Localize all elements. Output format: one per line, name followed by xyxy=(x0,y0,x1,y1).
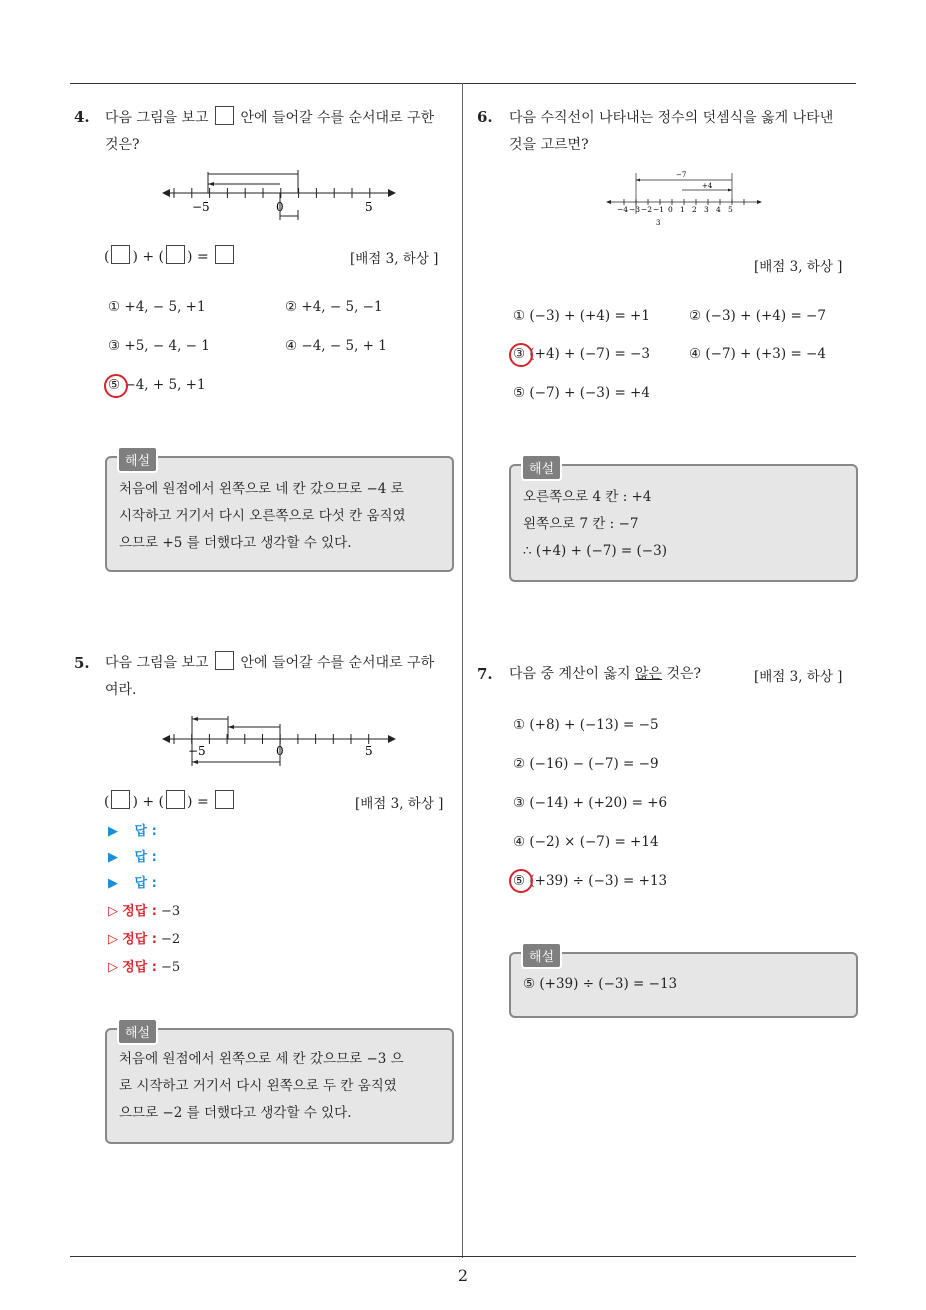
tick-label: 5 xyxy=(728,205,733,214)
explanation-tab: 해설 xyxy=(521,942,562,969)
question-4-number: 4. xyxy=(74,108,90,126)
q4-choice-1[interactable]: ① +4, − 5, +1 xyxy=(108,299,206,315)
answer-row-1[interactable]: ▶ 답 : xyxy=(108,824,157,839)
answer-row-3[interactable]: ▶ 답 : xyxy=(108,876,157,891)
q6-choice-3[interactable]: ③ (+4) + (−7) = −3 xyxy=(513,346,650,362)
q6-explanation-box xyxy=(509,464,858,582)
q5-formula: ( ) + ( ) = xyxy=(104,790,236,810)
q4-score: [배점 3, 하상 ] xyxy=(350,251,439,267)
q7-choice-4[interactable]: ④ (−2) × (−7) = +14 xyxy=(513,834,659,850)
q5-number-line xyxy=(160,712,400,770)
svg-text:+4: +4 xyxy=(702,182,713,190)
correct-answer-3: ▷ 정답 : −5 xyxy=(108,960,181,975)
blank-box xyxy=(215,651,234,670)
tick-label: 3 xyxy=(704,205,709,214)
column-divider xyxy=(462,83,463,1258)
tick-label: −2 xyxy=(641,205,653,214)
q4-choice-3[interactable]: ③ +5, − 4, − 1 xyxy=(108,338,210,354)
question-4-text: 다음 그림을 보고 안에 들어갈 수를 순서대로 구한 것은? xyxy=(105,105,434,159)
tick-label: 1 xyxy=(680,205,685,214)
explanation-tab: 해설 xyxy=(521,454,562,481)
triangle-outline-icon: ▷ xyxy=(108,932,118,947)
answer-circle xyxy=(509,869,533,893)
explanation-tab: 해설 xyxy=(117,1018,158,1045)
explanation-text: ⑤ (+39) ÷ (−3) = −13 xyxy=(523,976,678,992)
tick-label: −5 xyxy=(188,744,206,758)
q4-choice-2[interactable]: ② +4, − 5, −1 xyxy=(285,299,383,315)
tick-label: 5 xyxy=(365,200,373,214)
tick-label: −4 xyxy=(617,205,629,214)
footer-rule xyxy=(70,1256,856,1257)
q7-choice-1[interactable]: ① (+8) + (−13) = −5 xyxy=(513,717,659,733)
q6-number-line xyxy=(604,168,764,230)
correct-answer-1: ▷ 정답 : −3 xyxy=(108,904,181,919)
answer-circle xyxy=(509,343,533,367)
tick-label: 0 xyxy=(668,205,673,214)
triangle-outline-icon: ▷ xyxy=(108,904,118,919)
q7-choice-2[interactable]: ② (−16) − (−7) = −9 xyxy=(513,756,659,772)
question-7-number: 7. xyxy=(477,665,493,683)
q7-choice-3[interactable]: ③ (−14) + (+20) = +6 xyxy=(513,795,668,811)
question-5-text: 다음 그림을 보고 안에 들어갈 수를 순서대로 구하 여라. xyxy=(105,650,434,704)
explanation-text: 처음에 원점에서 왼쪽으로 세 칸 갔으므로 −3 으 로 시작하고 거기서 다시 왼쪽으로 두 칸 움직였 으므로 −2 를 더했다고 생각할 수 있다. xyxy=(119,1051,404,1121)
question-7-text: 다음 중 계산이 옳지 않은 것은? xyxy=(509,666,702,682)
play-icon: ▶ xyxy=(108,850,118,865)
q6-choice-2[interactable]: ② (−3) + (+4) = −7 xyxy=(689,308,826,324)
question-6-text: 다음 수직선이 나타내는 정수의 덧셈식을 옳게 나타낸 것을 고르면? xyxy=(509,110,834,153)
question-6-number: 6. xyxy=(477,108,493,126)
play-icon: ▶ xyxy=(108,824,118,839)
explanation-tab: 해설 xyxy=(117,446,158,473)
tick-label: 0 xyxy=(276,200,284,214)
q6-score: [배점 3, 하상 ] xyxy=(754,259,843,275)
tick-label: −1 xyxy=(653,205,665,214)
play-icon: ▶ xyxy=(108,876,118,891)
q4-number-line xyxy=(160,166,400,228)
q7-score: [배점 3, 하상 ] xyxy=(754,669,843,685)
tick-label: 4 xyxy=(716,205,721,214)
blank-box xyxy=(215,106,234,125)
answer-row-2[interactable]: ▶ 답 : xyxy=(108,850,157,865)
q6-choice-5[interactable]: ⑤ (−7) + (−3) = +4 xyxy=(513,385,650,401)
question-5-number: 5. xyxy=(74,654,90,672)
q4-choice-4[interactable]: ④ −4, − 5, + 1 xyxy=(285,338,387,354)
triangle-outline-icon: ▷ xyxy=(108,960,118,975)
tick-label: 5 xyxy=(365,744,373,758)
explanation-text: 처음에 원점에서 왼쪽으로 네 칸 갔으므로 −4 로 시작하고 거기서 다시 오른쪽으로 다섯 칸 움직였 으므로 +5 를 더했다고 생각할 수 있다. xyxy=(119,481,406,551)
page-number: 2 xyxy=(457,1266,469,1285)
svg-text:3: 3 xyxy=(656,219,661,227)
q4-choice-5[interactable]: ⑤ −4, + 5, +1 xyxy=(108,377,206,393)
q5-explanation-box xyxy=(105,1028,454,1144)
q4-formula: ( ) + ( ) = xyxy=(104,245,236,265)
q6-choice-4[interactable]: ④ (−7) + (+3) = −4 xyxy=(689,346,826,362)
header-rule xyxy=(70,83,856,84)
tick-label: −3 xyxy=(629,205,641,214)
q7-explanation-box xyxy=(509,952,858,1018)
q7-choice-5[interactable]: ⑤ (+39) ÷ (−3) = +13 xyxy=(513,873,668,889)
explanation-text: 오른쪽으로 4 칸 : +4 왼쪽으로 7 칸 : −7 ∴ (+4) + (−7) = (−3) xyxy=(523,489,667,559)
q5-score: [배점 3, 하상 ] xyxy=(355,796,444,812)
tick-label: 2 xyxy=(692,205,697,214)
answer-circle xyxy=(104,374,128,398)
svg-text:−7: −7 xyxy=(676,171,687,179)
correct-answer-2: ▷ 정답 : −2 xyxy=(108,932,181,947)
tick-label: −5 xyxy=(192,200,210,214)
q6-choice-1[interactable]: ① (−3) + (+4) = +1 xyxy=(513,308,650,324)
tick-label: 0 xyxy=(276,744,284,758)
q4-explanation-box xyxy=(105,456,454,572)
